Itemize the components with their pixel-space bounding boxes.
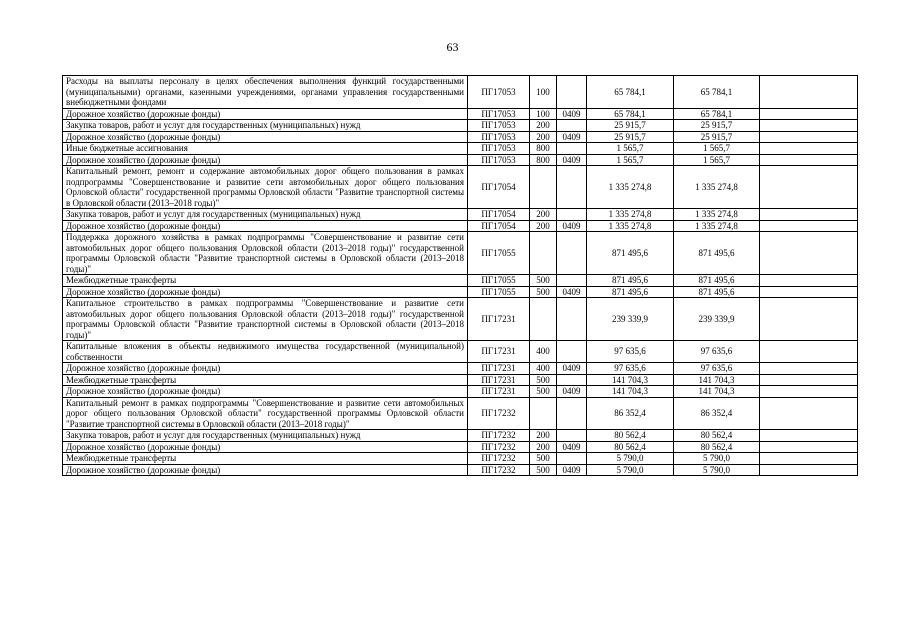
row-amount-2: 1 335 274,8	[674, 209, 760, 221]
row-name: Межбюджетные трансферты	[63, 453, 468, 465]
row-amount-1: 80 562,4	[587, 441, 674, 453]
row-vr	[530, 232, 557, 275]
row-code: ПГ17053	[468, 154, 530, 166]
row-amount-3	[760, 120, 858, 132]
row-amount-1: 1 565,7	[587, 143, 674, 155]
table-row	[63, 286, 858, 298]
row-code: ПГ17054	[468, 166, 530, 209]
row-code: ПГ17231	[468, 363, 530, 375]
row-code: ПГ17055	[468, 232, 530, 275]
row-amount-2: 871 495,6	[674, 275, 760, 287]
row-amount-2: 1 565,7	[674, 143, 760, 155]
row-rz: 0409	[557, 220, 587, 232]
row-vr: 500	[530, 453, 557, 465]
table-row	[63, 275, 858, 287]
row-amount-3	[760, 430, 858, 442]
row-amount-3	[760, 441, 858, 453]
table-row	[63, 232, 858, 275]
row-rz	[557, 232, 587, 275]
row-code: ПГ17232	[468, 430, 530, 442]
row-amount-1: 239 339,9	[587, 298, 674, 341]
row-amount-3	[760, 143, 858, 155]
row-name: Межбюджетные трансферты	[63, 374, 468, 386]
table-row	[63, 464, 858, 476]
row-amount-1: 1 335 274,8	[587, 166, 674, 209]
row-code: ПГ17053	[468, 131, 530, 143]
row-amount-1: 141 704,3	[587, 374, 674, 386]
row-rz	[557, 166, 587, 209]
row-amount-1: 1 565,7	[587, 154, 674, 166]
table-row	[63, 108, 858, 120]
table-row	[63, 220, 858, 232]
row-amount-1: 5 790,0	[587, 453, 674, 465]
row-amount-3	[760, 220, 858, 232]
table-row	[63, 298, 858, 341]
row-name: Закупка товаров, работ и услуг для государственных (муниципальных) нужд	[63, 120, 468, 132]
row-code: ПГ17232	[468, 397, 530, 430]
row-amount-1: 871 495,6	[587, 275, 674, 287]
row-amount-1: 25 915,7	[587, 131, 674, 143]
row-name: Расходы на выплаты персоналу в целях обеспечения выполнения функций государственными (муниципальными) органами, казенными учреждениями, органами управления государственными внебюджетными фондами	[63, 76, 468, 109]
row-code: ПГ17231	[468, 386, 530, 398]
row-code: ПГ17053	[468, 108, 530, 120]
table-row	[63, 441, 858, 453]
row-rz	[557, 430, 587, 442]
row-vr: 400	[530, 341, 557, 363]
row-amount-3	[760, 286, 858, 298]
row-code: ПГ17232	[468, 464, 530, 476]
row-name: Закупка товаров, работ и услуг для государственных (муниципальных) нужд	[63, 430, 468, 442]
row-amount-3	[760, 108, 858, 120]
row-name: Капитальный ремонт в рамках подпрограммы "Совершенствование и развитие сети автомобильных дорог общего пользования Орловской области" государственной программы Орловской области "Развитие транспортной системы в Орловской области (2013–2018 годы)"	[63, 397, 468, 430]
row-code: ПГ17055	[468, 275, 530, 287]
row-amount-1: 65 784,1	[587, 108, 674, 120]
row-amount-2: 1 565,7	[674, 154, 760, 166]
row-amount-1: 1 335 274,8	[587, 209, 674, 221]
row-amount-2: 86 352,4	[674, 397, 760, 430]
table-row	[63, 397, 858, 430]
row-name: Дорожное хозяйство (дорожные фонды)	[63, 441, 468, 453]
row-name: Дорожное хозяйство (дорожные фонды)	[63, 386, 468, 398]
row-amount-3	[760, 397, 858, 430]
table-row	[63, 76, 858, 109]
row-amount-2: 871 495,6	[674, 232, 760, 275]
row-rz: 0409	[557, 286, 587, 298]
row-rz	[557, 298, 587, 341]
table-row	[63, 209, 858, 221]
row-amount-3	[760, 464, 858, 476]
row-amount-1: 141 704,3	[587, 386, 674, 398]
row-name: Дорожное хозяйство (дорожные фонды)	[63, 286, 468, 298]
row-rz	[557, 76, 587, 109]
row-amount-1: 97 635,6	[587, 341, 674, 363]
row-rz: 0409	[557, 464, 587, 476]
row-amount-2: 141 704,3	[674, 374, 760, 386]
row-amount-1: 25 915,7	[587, 120, 674, 132]
row-vr: 200	[530, 220, 557, 232]
row-code: ПГ17231	[468, 374, 530, 386]
row-rz	[557, 143, 587, 155]
row-vr	[530, 166, 557, 209]
row-amount-3	[760, 131, 858, 143]
row-rz: 0409	[557, 386, 587, 398]
row-amount-2: 25 915,7	[674, 120, 760, 132]
row-rz: 0409	[557, 108, 587, 120]
row-vr: 800	[530, 154, 557, 166]
row-amount-2: 97 635,6	[674, 363, 760, 375]
row-amount-1: 871 495,6	[587, 286, 674, 298]
row-amount-3	[760, 374, 858, 386]
row-name: Дорожное хозяйство (дорожные фонды)	[63, 154, 468, 166]
row-name: Межбюджетные трансферты	[63, 275, 468, 287]
row-vr: 200	[530, 131, 557, 143]
row-name: Закупка товаров, работ и услуг для государственных (муниципальных) нужд	[63, 209, 468, 221]
row-amount-2: 80 562,4	[674, 441, 760, 453]
row-amount-3	[760, 154, 858, 166]
row-amount-2: 80 562,4	[674, 430, 760, 442]
row-vr: 200	[530, 430, 557, 442]
row-name: Капитальный ремонт, ремонт и содержание автомобильных дорог общего пользования в рамках подпрограммы "Совершенствование и развитие сети автомобильных дорог общего пользования Орловской области" государственной программы Орловской области "Развитие транспортной системы в Орловской области (2013–2018 годы)"	[63, 166, 468, 209]
row-vr	[530, 397, 557, 430]
row-vr	[530, 298, 557, 341]
table-row	[63, 143, 858, 155]
table-row	[63, 453, 858, 465]
row-name: Дорожное хозяйство (дорожные фонды)	[63, 220, 468, 232]
row-vr: 200	[530, 209, 557, 221]
table-row	[63, 131, 858, 143]
row-code: ПГ17055	[468, 286, 530, 298]
table-row	[63, 341, 858, 363]
row-code: ПГ17231	[468, 341, 530, 363]
table-row	[63, 166, 858, 209]
row-amount-2: 97 635,6	[674, 341, 760, 363]
row-vr: 500	[530, 386, 557, 398]
table-body	[63, 76, 858, 476]
row-code: ПГ17232	[468, 453, 530, 465]
table-row	[63, 363, 858, 375]
row-amount-2: 65 784,1	[674, 108, 760, 120]
row-amount-2: 25 915,7	[674, 131, 760, 143]
row-amount-3	[760, 386, 858, 398]
row-amount-3	[760, 209, 858, 221]
row-code: ПГ17231	[468, 298, 530, 341]
row-rz	[557, 397, 587, 430]
row-amount-3	[760, 298, 858, 341]
row-amount-1: 80 562,4	[587, 430, 674, 442]
row-amount-2: 239 339,9	[674, 298, 760, 341]
row-name: Дорожное хозяйство (дорожные фонды)	[63, 108, 468, 120]
table-row	[63, 386, 858, 398]
row-vr: 200	[530, 120, 557, 132]
page-number: 63	[446, 40, 459, 54]
row-amount-2: 5 790,0	[674, 464, 760, 476]
row-amount-3	[760, 453, 858, 465]
row-rz	[557, 209, 587, 221]
row-name: Капитальные вложения в объекты недвижимого имущества государственной (муниципальной) собственности	[63, 341, 468, 363]
row-amount-1: 65 784,1	[587, 76, 674, 109]
row-vr: 400	[530, 363, 557, 375]
row-amount-3	[760, 275, 858, 287]
row-rz: 0409	[557, 363, 587, 375]
row-amount-2: 65 784,1	[674, 76, 760, 109]
row-rz	[557, 453, 587, 465]
row-rz	[557, 341, 587, 363]
row-vr: 200	[530, 441, 557, 453]
row-name: Дорожное хозяйство (дорожные фонды)	[63, 363, 468, 375]
row-vr: 500	[530, 374, 557, 386]
row-rz: 0409	[557, 154, 587, 166]
row-amount-2: 5 790,0	[674, 453, 760, 465]
row-name: Поддержка дорожного хозяйства в рамках подпрограммы "Совершенствование и развитие сети автомобильных дорог общего пользования Орловской области (2013–2018 годы)" государственной программы Орловской области "Развитие транспортной системы в Орловской области (2013–2018 годы)"	[63, 232, 468, 275]
row-rz	[557, 374, 587, 386]
row-rz: 0409	[557, 131, 587, 143]
row-amount-1: 86 352,4	[587, 397, 674, 430]
row-code: ПГ17054	[468, 220, 530, 232]
row-code: ПГ17232	[468, 441, 530, 453]
table-row	[63, 120, 858, 132]
row-code: ПГ17053	[468, 120, 530, 132]
row-vr: 500	[530, 464, 557, 476]
row-amount-3	[760, 76, 858, 109]
row-amount-1: 5 790,0	[587, 464, 674, 476]
row-vr: 100	[530, 76, 557, 109]
row-name: Дорожное хозяйство (дорожные фонды)	[63, 131, 468, 143]
row-amount-1: 871 495,6	[587, 232, 674, 275]
row-vr: 800	[530, 143, 557, 155]
row-amount-2: 141 704,3	[674, 386, 760, 398]
row-name: Иные бюджетные ассигнования	[63, 143, 468, 155]
row-code: ПГ17053	[468, 143, 530, 155]
row-amount-1: 1 335 274,8	[587, 220, 674, 232]
row-vr: 100	[530, 108, 557, 120]
budget-table	[62, 75, 858, 476]
row-amount-3	[760, 341, 858, 363]
row-amount-1: 97 635,6	[587, 363, 674, 375]
row-name: Дорожное хозяйство (дорожные фонды)	[63, 464, 468, 476]
table-row	[63, 430, 858, 442]
row-amount-2: 1 335 274,8	[674, 166, 760, 209]
row-amount-3	[760, 166, 858, 209]
row-amount-3	[760, 363, 858, 375]
row-rz: 0409	[557, 441, 587, 453]
row-name: Капитальное строительство в рамках подпрограммы "Совершенствование и развитие сети автомобильных дорог общего пользования Орловской области (2013–2018 годы)" государственной программы Орловской области "Развитие транспортной системы в Орловской области (2013–2018 годы)"	[63, 298, 468, 341]
row-vr: 500	[530, 275, 557, 287]
table-row	[63, 374, 858, 386]
row-code: ПГ17054	[468, 209, 530, 221]
row-amount-2: 1 335 274,8	[674, 220, 760, 232]
row-amount-2: 871 495,6	[674, 286, 760, 298]
row-vr: 500	[530, 286, 557, 298]
row-rz	[557, 275, 587, 287]
row-rz	[557, 120, 587, 132]
row-amount-3	[760, 232, 858, 275]
table-row	[63, 154, 858, 166]
row-code: ПГ17053	[468, 76, 530, 109]
